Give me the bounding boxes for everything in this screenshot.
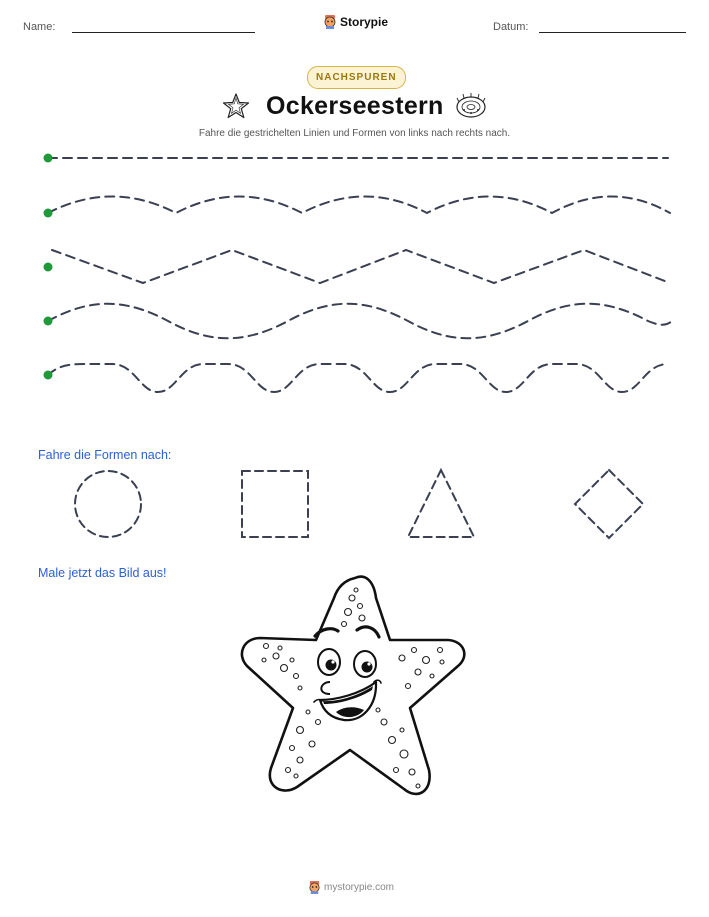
shape-square xyxy=(242,471,308,537)
date-line xyxy=(539,32,686,33)
shape-circle xyxy=(75,471,141,537)
storypie-mascot-icon xyxy=(323,14,337,29)
start-dot-2 xyxy=(44,209,53,218)
tracing-shapes xyxy=(0,462,709,544)
start-dot-3 xyxy=(44,263,53,272)
category-badge: NACHSPUREN xyxy=(307,66,406,89)
shape-triangle xyxy=(408,470,474,537)
worksheet-title: Ockerseestern xyxy=(266,92,444,120)
footer xyxy=(308,880,394,894)
shapes-section-label: Fahre die Formen nach: xyxy=(38,448,172,462)
starfish-coloring-illustration xyxy=(0,570,709,805)
tracing-lines xyxy=(0,140,709,400)
name-label: Name: xyxy=(23,21,56,33)
starfish-outline-icon xyxy=(221,92,251,120)
start-dot-4 xyxy=(44,317,53,326)
trace-line-arcs xyxy=(48,197,670,214)
trace-line-zigzag xyxy=(52,250,670,283)
start-dot-5 xyxy=(44,371,53,380)
brand-logo xyxy=(323,14,388,29)
coloring-section-label: Male jetzt das Bild aus! xyxy=(38,566,167,580)
start-dot-1 xyxy=(44,154,53,163)
sea-urchin-icon xyxy=(454,92,488,120)
storypie-mascot-icon xyxy=(308,880,321,894)
name-line xyxy=(72,32,255,33)
footer-url[interactable]: mystorypie.com xyxy=(324,881,395,893)
trace-line-wave xyxy=(48,304,672,339)
brand-name: Storypie xyxy=(340,14,389,29)
shape-diamond xyxy=(575,470,643,538)
date-label: Datum: xyxy=(493,21,529,33)
trace-line-bumps xyxy=(48,364,668,392)
instruction-text: Fahre die gestrichelten Linien und Formen von links nach rechts nach. xyxy=(198,128,511,139)
